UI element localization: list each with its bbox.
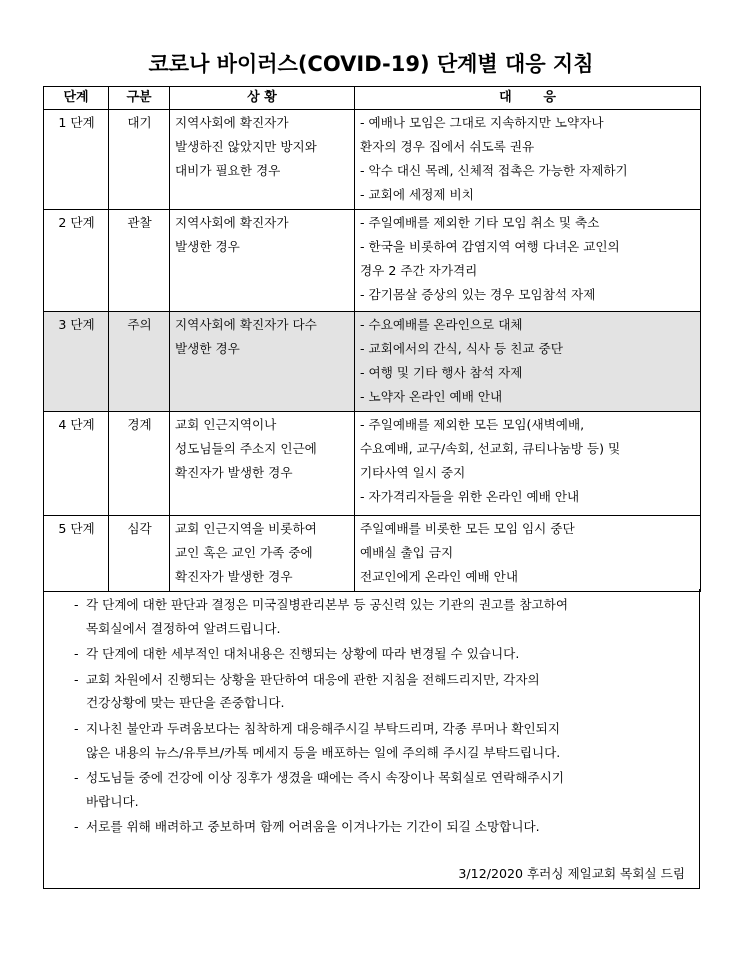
note-item [44, 642, 699, 666]
situation-cell [170, 312, 355, 412]
header-stage: 단계 [44, 87, 109, 110]
note-line: 각 단계에 대한 세부적인 대처내용은 진행되는 상황에 따라 변경될 수 있습니다. [86, 646, 520, 662]
response-line: - 주일예배를 제외한 모든 모임(새벽예배, [360, 417, 585, 432]
category-cell: 주의 [109, 312, 170, 412]
response-line: 기타사역 일시 중지 [360, 465, 466, 480]
response-line: - 여행 및 기타 행사 참석 자제 [360, 365, 523, 380]
category-cell: 경계 [109, 412, 170, 516]
note-bullet: - [74, 720, 79, 736]
note-item [44, 815, 699, 839]
note-line: 않은 내용의 뉴스/유투브/카톡 메세지 등을 배포하는 일에 주의해 주시길 부탁드립니다. [86, 744, 561, 760]
document-title: 코로나 바이러스(COVID-19) 단계별 대응 지침 [148, 52, 594, 76]
response-cell [355, 516, 701, 592]
category-cell: 심각 [109, 516, 170, 592]
signature: 3/12/2020 후러싱 제일교회 목회실 드림 [458, 866, 685, 881]
response-line: 경우 2 주간 자가격리 [360, 263, 478, 278]
note-bullet: - [74, 671, 79, 687]
response-line: 예배실 출입 금지 [360, 545, 454, 560]
note-item [44, 593, 699, 640]
notes-box [43, 589, 700, 889]
situation-line: 대비가 필요한 경우 [175, 163, 281, 178]
situation-line: 성도님들의 주소지 인근에 [175, 441, 317, 456]
response-line: 전교인에게 온라인 예배 안내 [360, 569, 518, 584]
situation-cell [170, 110, 355, 210]
note-item [44, 766, 699, 813]
stage-cell: 2 단계 [44, 210, 109, 312]
situation-line: 발생한 경우 [175, 239, 240, 254]
note-bullet: - [74, 646, 79, 662]
header-response: 대 응 [355, 87, 701, 110]
response-line: - 한국을 비롯하여 감염지역 여행 다녀온 교인의 [360, 239, 620, 254]
table-row [44, 210, 701, 312]
note-item [44, 717, 699, 764]
note-line: 성도님들 중에 건강에 이상 징후가 생겼을 때에는 즉시 속장이나 목회실로 연락해주시기 [86, 770, 564, 786]
situation-line: 교회 인근지역이나 [175, 417, 277, 432]
situation-line: 지역사회에 확진자가 다수 [175, 317, 317, 332]
stage-cell: 4 단계 [44, 412, 109, 516]
response-cell [355, 110, 701, 210]
note-line: 건강상황에 맞는 판단을 존중합니다. [86, 695, 285, 711]
note-line: 각 단계에 대한 판단과 결정은 미국질병관리본부 등 공신력 있는 기관의 권고를 참고하여 [86, 597, 568, 612]
note-line: 지나친 불안과 두려움보다는 침착하게 대응해주시길 부탁드리며, 각종 루머나 확인되지 [86, 720, 560, 736]
note-line: 바랍니다. [86, 793, 139, 809]
table-row [44, 312, 701, 412]
situation-cell [170, 412, 355, 516]
response-cell [355, 210, 701, 312]
header-situation: 상 황 [170, 87, 355, 110]
note-bullet: - [74, 597, 79, 612]
situation-line: 확진자가 발생한 경우 [175, 569, 293, 584]
note-line: 교회 차원에서 진행되는 상황을 판단하여 대응에 관한 지침을 전해드리지만, 각자의 [86, 671, 540, 687]
response-cell [355, 412, 701, 516]
response-line: - 악수 대신 목례, 신체적 접촉은 가능한 자제하기 [360, 163, 628, 178]
note-bullet: - [74, 770, 79, 786]
response-guideline-table [43, 86, 701, 592]
response-line: - 교회에서의 간식, 식사 등 친교 중단 [360, 341, 563, 356]
response-line: - 예배나 모임은 그대로 지속하지만 노약자나 [360, 115, 604, 130]
note-item [44, 668, 699, 715]
response-line: 수요예배, 교구/속회, 선교회, 큐티나눔방 등) 및 [360, 441, 621, 456]
table-row [44, 110, 701, 210]
response-line: - 감기몸살 증상의 있는 경우 모임참석 자제 [360, 287, 596, 302]
response-line: - 자가격리자들을 위한 온라인 예배 안내 [360, 489, 580, 504]
situation-cell [170, 516, 355, 592]
stage-cell: 1 단계 [44, 110, 109, 210]
response-line: - 수요예배를 온라인으로 대체 [360, 317, 523, 332]
response-line: 주일예배를 비롯한 모든 모임 임시 중단 [360, 521, 575, 536]
response-line: - 노약자 온라인 예배 안내 [360, 389, 503, 404]
situation-line: 교인 혹은 교인 가족 중에 [175, 545, 313, 560]
situation-line: 지역사회에 확진자가 [175, 115, 289, 130]
situation-line: 지역사회에 확진자가 [175, 215, 289, 230]
note-bullet: - [74, 819, 79, 835]
stage-cell: 5 단계 [44, 516, 109, 592]
note-line: 목회실에서 결정하여 알려드립니다. [86, 620, 281, 636]
category-cell: 관찰 [109, 210, 170, 312]
situation-line: 확진자가 발생한 경우 [175, 465, 293, 480]
table-row [44, 412, 701, 516]
header-category: 구분 [109, 87, 170, 110]
situation-line: 발생하진 않았지만 방지와 [175, 139, 317, 154]
stage-cell: 3 단계 [44, 312, 109, 412]
situation-line: 교회 인근지역을 비롯하여 [175, 521, 317, 536]
response-cell [355, 312, 701, 412]
note-line: 서로를 위해 배려하고 중보하며 함께 어려움을 이겨나가는 기간이 되길 소망합니다. [86, 819, 540, 835]
table-header-row [44, 87, 701, 110]
situation-line: 발생한 경우 [175, 341, 240, 356]
response-line: - 주일예배를 제외한 기타 모임 취소 및 축소 [360, 215, 600, 230]
response-line: 환자의 경우 집에서 쉬도록 권유 [360, 139, 535, 154]
table-row [44, 516, 701, 592]
response-line: - 교회에 세정제 비치 [360, 187, 474, 202]
category-cell: 대기 [109, 110, 170, 210]
situation-cell [170, 210, 355, 312]
